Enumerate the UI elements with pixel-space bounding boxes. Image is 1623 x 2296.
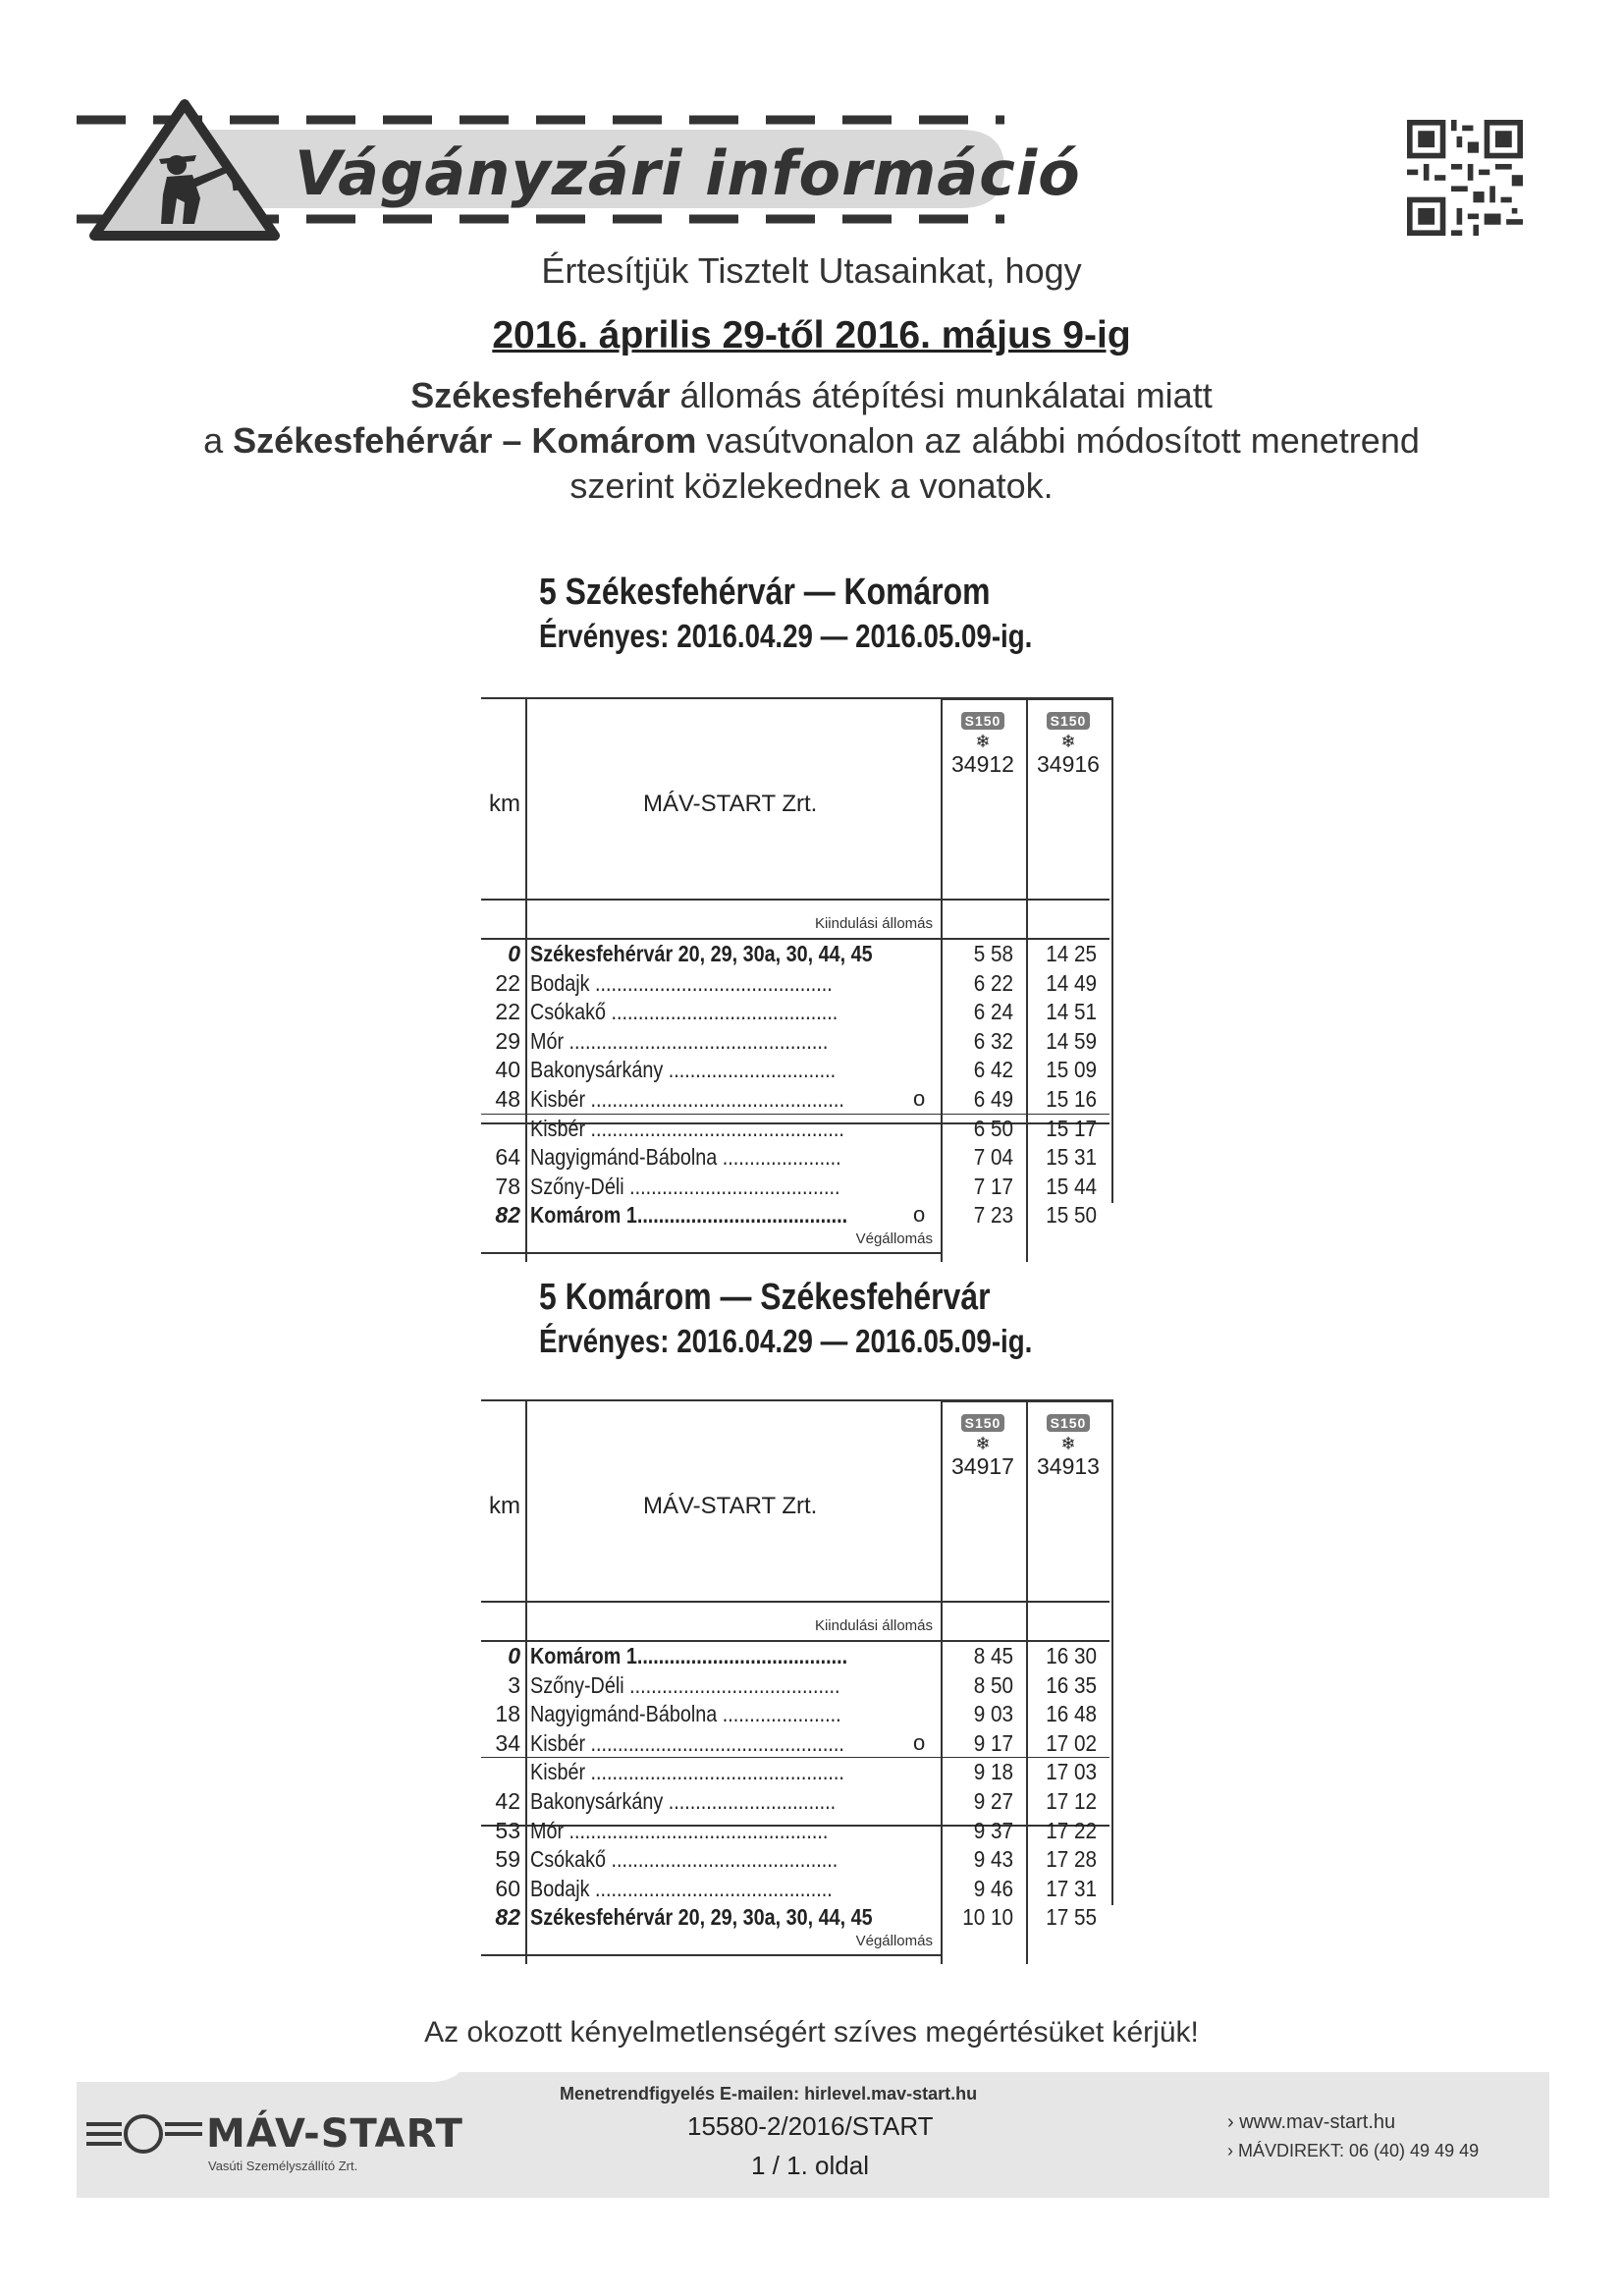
table-row	[481, 1144, 1109, 1170]
row-station: Nagyigmánd-Bábolna ......................	[530, 1144, 841, 1171]
row-time: 9 18	[973, 1759, 1013, 1785]
notice-text: állomás átépítési munkálatai miatt	[670, 375, 1213, 415]
row-time: 10 10	[962, 1904, 1013, 1931]
train-column-header	[939, 1407, 1027, 1480]
table-row	[481, 1904, 1109, 1930]
row-time: 14 49	[1046, 969, 1097, 996]
row-time: 15 17	[1046, 1115, 1097, 1141]
row-km: 22	[495, 999, 520, 1025]
arrival-label: Végállomás	[855, 1230, 933, 1247]
row-station: Kisbér ...............................................	[530, 1759, 844, 1785]
table-hline	[481, 1252, 941, 1254]
timetable-validity: Érvényes: 2016.04.29 — 2016.05.09-ig.	[539, 618, 1033, 654]
row-time: 7 23	[973, 1202, 1013, 1229]
row-station: Székesfehérvár 20, 29, 30a, 30, 44, 45	[530, 1904, 873, 1931]
notice-line-3: szerint közlekednek a vonatok.	[569, 465, 1054, 506]
row-station: Mór ................................................	[530, 1817, 829, 1843]
validity-dates: 2016. április 29-től 2016. május 9-ig	[492, 314, 1131, 356]
table-row	[481, 1730, 1109, 1756]
mavdirekt-phone: › MÁVDIREKT: 06 (40) 49 49 49	[1227, 2141, 1480, 2160]
row-time: 9 17	[973, 1729, 1013, 1756]
row-station: Nagyigmánd-Bábolna ......................	[530, 1701, 841, 1727]
row-time: 7 17	[973, 1173, 1013, 1199]
s150-badge: S150	[1047, 1414, 1091, 1432]
train-number: 34916	[1037, 751, 1100, 777]
row-time: 16 48	[1046, 1701, 1097, 1727]
snowflake-icon: ❄	[975, 732, 991, 751]
worker-warning-triangle-icon	[86, 96, 283, 244]
apology-text: Az okozott kényelmetlenségért szíves megértésüket kérjük!	[424, 2016, 1199, 2049]
row-time: 17 31	[1046, 1875, 1097, 1901]
snowflake-icon: ❄	[1060, 732, 1076, 751]
row-time: 9 46	[973, 1875, 1013, 1901]
row-time: 17 55	[1046, 1904, 1097, 1931]
row-station: Bodajk ............................................	[530, 969, 833, 996]
departure-label: Kiindulási állomás	[814, 915, 933, 932]
mav-start-logo-icon	[86, 2109, 202, 2159]
row-time: 6 32	[973, 1027, 1013, 1054]
row-time: 17 22	[1046, 1817, 1097, 1843]
table-row	[481, 1672, 1109, 1698]
row-time: 8 45	[973, 1643, 1013, 1668]
table-hline	[481, 938, 1109, 940]
table-hline	[481, 1640, 1109, 1642]
row-station: Komárom 1.......................................	[530, 1202, 848, 1229]
row-time: 9 43	[973, 1846, 1013, 1873]
table-row	[481, 1701, 1109, 1726]
row-time: 9 27	[973, 1788, 1013, 1814]
row-km: 18	[495, 1701, 520, 1727]
table-row	[481, 1057, 1109, 1082]
stop-circle-marker: o	[913, 1729, 926, 1755]
row-km: 82	[495, 1202, 520, 1229]
row-time: 15 44	[1046, 1173, 1097, 1199]
row-station: Kisbér ...............................................	[530, 1729, 844, 1756]
website-link[interactable]: › www.mav-start.hu	[1227, 2111, 1396, 2133]
table-hline	[481, 1601, 1109, 1603]
table-hline	[481, 1757, 1109, 1758]
timetable-2	[481, 1399, 1109, 1964]
logo-subtitle: Vasúti Személyszállító Zrt.	[208, 2159, 358, 2173]
table-row	[481, 970, 1109, 996]
row-km: 0	[508, 941, 520, 966]
table-row	[481, 1202, 1109, 1228]
table-row	[481, 1086, 1109, 1112]
row-km: 29	[495, 1027, 520, 1054]
table-row	[481, 1846, 1109, 1872]
row-time: 14 25	[1046, 941, 1097, 966]
row-time: 6 50	[973, 1115, 1013, 1141]
s150-badge: S150	[961, 1414, 1005, 1432]
station-name: Székesfehérvár	[410, 375, 671, 415]
s150-badge: S150	[1047, 712, 1091, 730]
departure-label: Kiindulási állomás	[814, 1617, 933, 1634]
table-hline	[481, 899, 1109, 901]
s150-badge: S150	[961, 712, 1005, 730]
row-time: 8 50	[973, 1671, 1013, 1698]
row-time: 17 28	[1046, 1846, 1097, 1873]
row-time: 15 31	[1046, 1144, 1097, 1171]
snowflake-icon: ❄	[1060, 1434, 1076, 1453]
stop-circle-marker: o	[913, 1202, 926, 1228]
row-km: 78	[495, 1173, 520, 1199]
row-km: 59	[495, 1846, 520, 1873]
row-time: 16 30	[1046, 1643, 1097, 1668]
row-time: 17 02	[1046, 1729, 1097, 1756]
row-time: 9 37	[973, 1817, 1013, 1843]
table-top-rule	[941, 1399, 1112, 1402]
table-row	[481, 941, 1109, 966]
row-km: 60	[495, 1875, 520, 1901]
notice-text: vasútvonalon az alábbi módosított menetrend	[696, 420, 1420, 461]
table-row	[481, 1818, 1109, 1843]
row-time: 15 16	[1046, 1086, 1097, 1112]
row-time: 9 03	[973, 1701, 1013, 1727]
row-time: 14 51	[1046, 999, 1097, 1025]
train-column-header	[939, 705, 1027, 778]
row-time: 14 59	[1046, 1027, 1097, 1054]
row-km: 82	[495, 1904, 520, 1931]
row-time: 15 09	[1046, 1057, 1097, 1083]
qr-code-icon	[1406, 120, 1524, 236]
row-km: 3	[508, 1671, 520, 1698]
row-km: 53	[495, 1817, 520, 1843]
row-station: Bakonysárkány ...............................	[530, 1057, 837, 1083]
row-station: Csókakő ..........................................	[530, 1846, 839, 1873]
row-km: 34	[495, 1729, 520, 1756]
stop-circle-marker: o	[913, 1086, 926, 1111]
timetable-title: 5 Székesfehérvár — Komárom	[539, 572, 991, 613]
timetable-1-heading	[539, 572, 1126, 655]
row-station: Kisbér ...............................................	[530, 1115, 844, 1141]
document-reference: 15580-2/2016/START	[687, 2111, 934, 2141]
operator-header: MÁV-START Zrt.	[643, 791, 818, 817]
line-name: Székesfehérvár – Komárom	[233, 420, 697, 461]
table-row	[481, 1788, 1109, 1814]
row-time: 6 49	[973, 1086, 1013, 1112]
row-time: 5 58	[973, 941, 1013, 966]
row-station: Bakonysárkány ...............................	[530, 1788, 837, 1814]
row-station: Székesfehérvár 20, 29, 30a, 30, 44, 45	[530, 941, 873, 966]
row-time: 17 03	[1046, 1759, 1097, 1785]
table-row	[481, 1643, 1109, 1668]
train-number: 34913	[1037, 1453, 1100, 1479]
row-km: 22	[495, 969, 520, 996]
row-station: Bodajk ............................................	[530, 1875, 833, 1901]
row-time: 16 35	[1046, 1671, 1097, 1698]
table-row	[481, 1116, 1109, 1141]
row-station: Kisbér ...............................................	[530, 1086, 844, 1112]
intro-text: Értesítjük Tisztelt Utasainkat, hogy	[541, 250, 1082, 291]
row-station: Komárom 1.......................................	[530, 1643, 848, 1668]
row-station: Csókakő ..........................................	[530, 999, 839, 1025]
snowflake-icon: ❄	[975, 1434, 991, 1453]
row-station: Mór ................................................	[530, 1027, 829, 1054]
row-time: 6 22	[973, 969, 1013, 996]
notice-text: a	[203, 420, 234, 461]
timetable-2-heading	[539, 1277, 1126, 1360]
timetable-1	[481, 697, 1109, 1262]
timetable-validity: Érvényes: 2016.04.29 — 2016.05.09-ig.	[539, 1323, 1033, 1359]
row-time: 6 24	[973, 999, 1013, 1025]
train-number: 34912	[951, 751, 1014, 777]
table-hline	[481, 1954, 941, 1956]
newsletter-email: Menetrendfigyelés E-mailen: hirlevel.mav-start.hu	[560, 2084, 978, 2104]
row-km: 64	[495, 1144, 520, 1171]
arrival-label: Végállomás	[855, 1933, 933, 1949]
km-column-header: km	[489, 1493, 520, 1519]
page-number: 1 / 1. oldal	[751, 2151, 869, 2180]
row-km: 42	[495, 1788, 520, 1814]
row-km: 40	[495, 1057, 520, 1083]
table-row	[481, 1174, 1109, 1199]
row-station: Szőny-Déli .......................................	[530, 1173, 840, 1199]
notice-line-1	[0, 375, 1623, 416]
train-number: 34917	[951, 1453, 1014, 1479]
timetable-title: 5 Komárom — Székesfehérvár	[539, 1277, 991, 1318]
km-column-header: km	[489, 791, 520, 817]
page-title: Vágányzári információ	[295, 137, 1081, 209]
row-station: Szőny-Déli .......................................	[530, 1671, 840, 1698]
row-km: 0	[508, 1643, 520, 1668]
table-hline	[481, 1114, 1109, 1115]
train-column-header	[1024, 1407, 1112, 1480]
table-row	[481, 1876, 1109, 1901]
notice-line-2	[0, 420, 1623, 462]
row-time: 6 42	[973, 1057, 1013, 1083]
table-row	[481, 999, 1109, 1024]
row-time: 17 12	[1046, 1788, 1097, 1814]
logo-text: MÁV-START	[206, 2111, 463, 2157]
train-column-header	[1024, 705, 1112, 778]
row-time: 7 04	[973, 1144, 1013, 1171]
row-km: 48	[495, 1086, 520, 1112]
table-row	[481, 1028, 1109, 1054]
row-time: 15 50	[1046, 1202, 1097, 1229]
table-top-rule	[941, 697, 1112, 700]
table-row	[481, 1759, 1109, 1784]
operator-header: MÁV-START Zrt.	[643, 1493, 818, 1519]
